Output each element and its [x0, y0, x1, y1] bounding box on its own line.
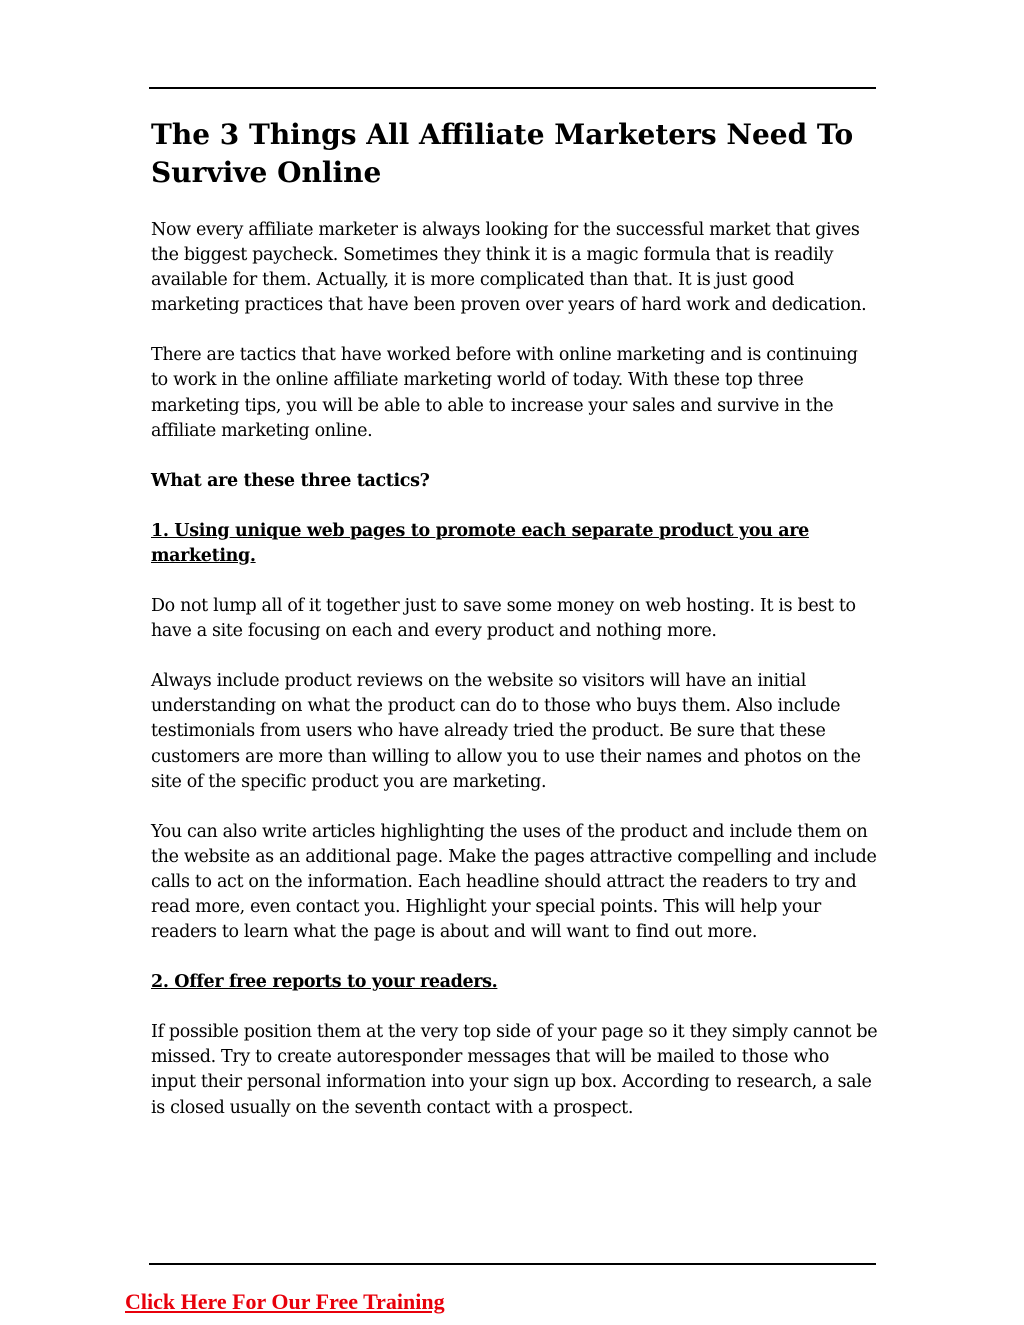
- free-training-link[interactable]: Click Here For Our Free Training: [125, 1289, 445, 1314]
- paragraph-section-1c: You can also write articles highlighting the uses of the product and include them on the website as an additional page. Make the pages attractive compelling and include calls to act on the information. Each headline should attract the readers to try and read more, even contact you. Highlight your special points. This will help your readers to learn what the page is about and will want to find out more.: [151, 821, 877, 943]
- section-heading-1: 1. Using unique web pages to promote each separate product you are marketing.: [151, 520, 809, 566]
- paragraph-intro-1: Now every affiliate marketer is always looking for the successful market that gives the biggest paycheck. Sometimes they think it is a magic formula that is readily available for them. Actually, it is more complicated than that. It is just good marketing practices that have been proven over years of hard work and dedication.: [151, 220, 867, 316]
- paragraph-intro-2: There are tactics that have worked before with online marketing and is continuing to work in the online affiliate marketing world of today. With these top three marketing tips, you will be able to able to increase your sales and survive in the affiliate marketing online.: [151, 345, 858, 441]
- bottom-divider: [149, 1263, 876, 1265]
- paragraph-section-2a: If possible position them at the very top side of your page so it they simply cannot be missed. Try to create autoresponder messages that will be mailed to those who input their personal information into your sign up box. According to research, a sale is closed usually on the seventh contact with a prospect.: [151, 1022, 878, 1118]
- top-divider: [149, 87, 876, 89]
- question-heading: What are these three tactics?: [151, 470, 430, 491]
- paragraph-section-1b: Always include product reviews on the website so visitors will have an initial understanding on what the product can do to those who buys them. Also include testimonials from users who have already tried the product. Be sure that these customers are more than willing to allow you to use their names and photos on the site of the specific product you are marketing.: [151, 671, 861, 792]
- section-heading-2: 2. Offer free reports to your readers.: [151, 972, 498, 993]
- paragraph-section-1a: Do not lump all of it together just to save some money on web hosting. It is best to have a site focusing on each and every product and nothing more.: [151, 596, 856, 642]
- document-title: The 3 Things All Affiliate Marketers Need To Survive Online: [151, 118, 854, 189]
- document-body: [151, 116, 878, 1146]
